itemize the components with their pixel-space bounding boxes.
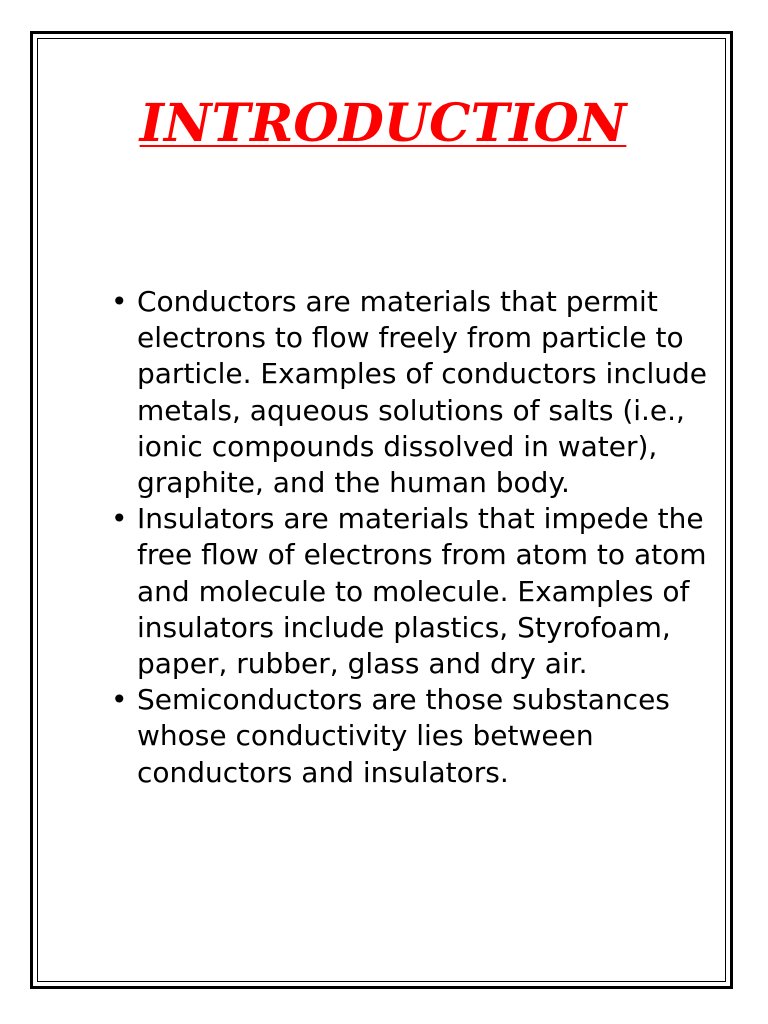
bullet-dot-icon: • — [111, 285, 128, 318]
bullet-list — [109, 284, 709, 791]
bullet-item-conductors — [109, 284, 709, 501]
page-title — [0, 92, 766, 156]
page-title-text: INTRODUCTION — [139, 93, 627, 154]
bullet-text: Semiconductors are those substances whose conductivity lies between conductors and insulators. — [137, 683, 670, 789]
bullet-item-semiconductors — [109, 682, 709, 791]
bullet-text: Insulators are materials that impede the free flow of electrons from atom to atom and molecule to molecule. Examples of insulators include plastics, Styrofoam, paper, rubber, glass and dry air. — [137, 502, 707, 681]
bullet-text: Conductors are materials that permit electrons to flow freely from particle to particle. Examples of conductors include metals, aqueous solutions of salts (i.e., ionic compounds dissolved in water), graphite, and the human body. — [137, 285, 707, 500]
bullet-item-insulators — [109, 501, 709, 682]
bullet-dot-icon: • — [111, 502, 128, 536]
bullet-dot-icon: • — [111, 683, 128, 717]
